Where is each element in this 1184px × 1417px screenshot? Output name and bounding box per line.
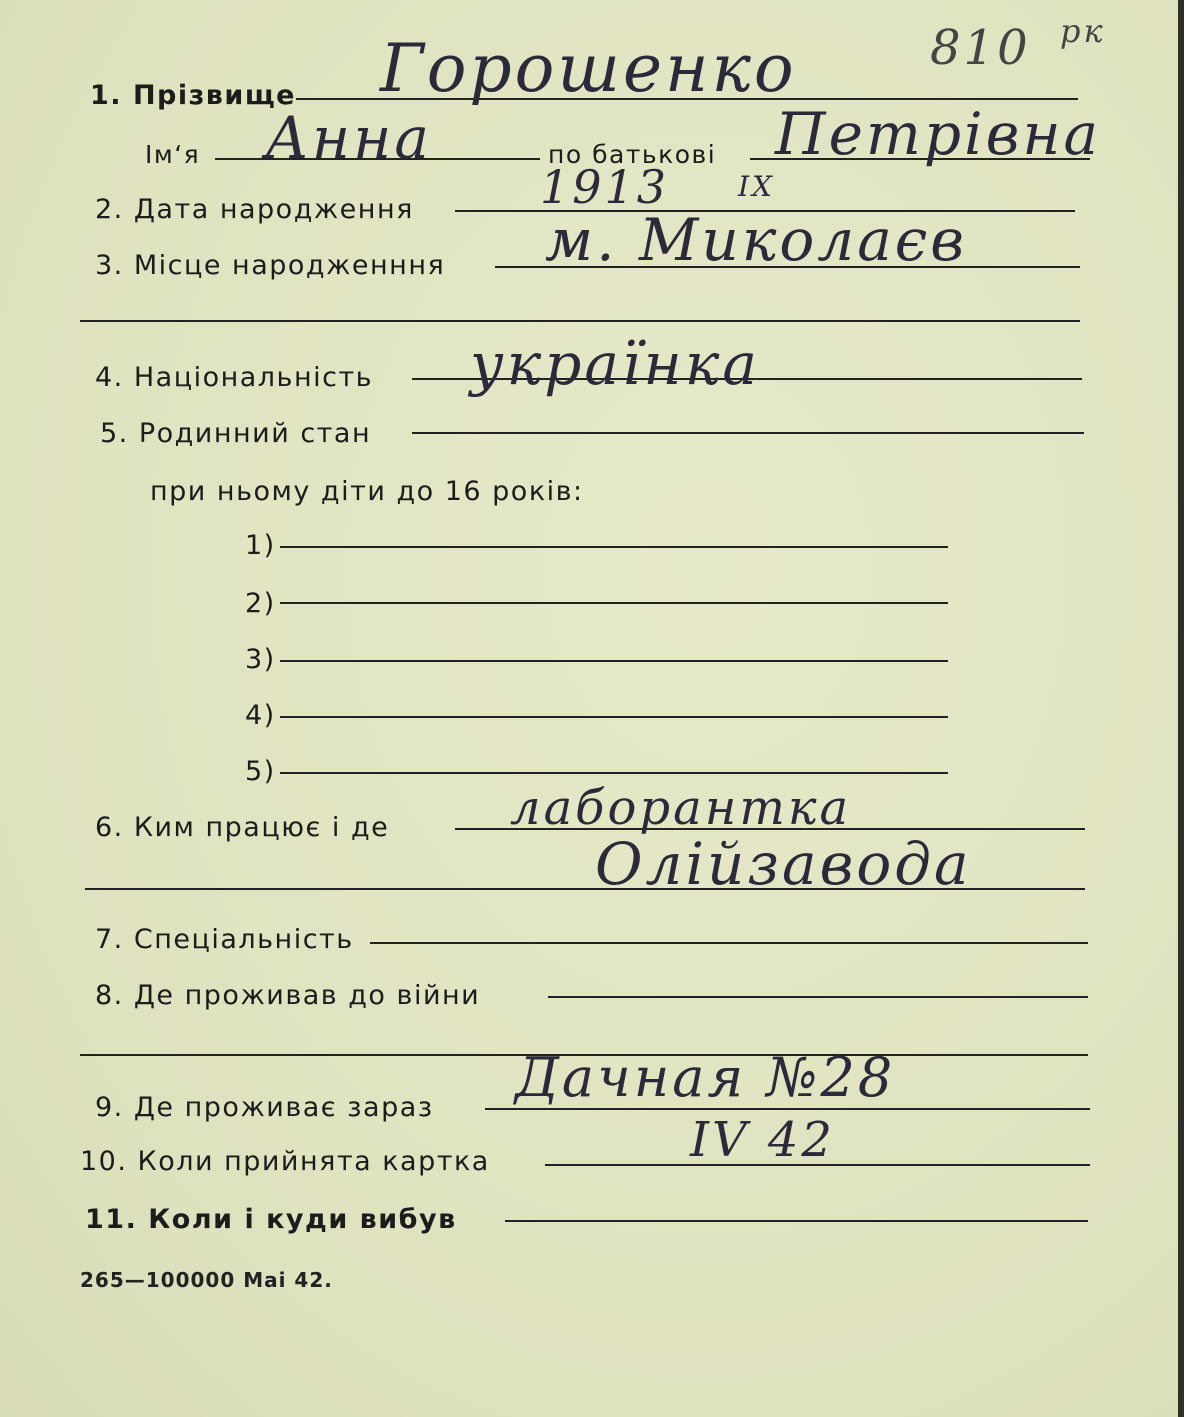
child-1-num: 1)	[245, 530, 276, 561]
marital-status-label: 5. Родинний стан	[100, 418, 372, 449]
occupation-label: 6. Ким працює і де	[95, 812, 390, 843]
occupation-value: лаборантка	[510, 780, 852, 836]
marital-status-line	[412, 432, 1084, 434]
child-4-num: 4)	[245, 700, 276, 731]
first-name-label: Ім‘я	[145, 140, 201, 169]
surname-label: 1. Прізвище	[90, 80, 296, 111]
first-name-value: Анна	[265, 104, 432, 172]
prewar-residence-label: 8. Де проживав до війни	[95, 980, 481, 1011]
birth-place-continuation-line	[80, 320, 1080, 322]
surname-value: Горошенко	[380, 30, 797, 107]
child-3-line	[280, 660, 948, 662]
child-5-num: 5)	[245, 756, 276, 787]
children-label: при ньому діти до 16 років:	[150, 476, 584, 507]
nationality-label: 4. Національність	[95, 362, 374, 393]
birth-date-value: 1913	[540, 160, 670, 214]
specialty-label: 7. Спеціальність	[95, 924, 354, 955]
birth-place-value: м. Миколаєв	[545, 206, 968, 274]
child-1-line	[280, 546, 948, 548]
child-2-num: 2)	[245, 588, 276, 619]
specialty-line	[370, 942, 1088, 944]
nationality-value: українка	[470, 330, 760, 398]
print-info: 265—100000 Mai 42.	[80, 1268, 333, 1292]
patronymic-label: по батькові	[548, 140, 717, 169]
child-2-line	[280, 602, 948, 604]
card-accepted-label: 10. Коли прийнята картка	[80, 1146, 490, 1177]
birth-date-suffix: IX	[738, 170, 775, 203]
card-accepted-value: IV 42	[690, 1112, 835, 1168]
departed-label: 11. Коли і куди вибув	[85, 1204, 457, 1235]
child-4-line	[280, 716, 948, 718]
patronymic-value: Петрівна	[775, 100, 1102, 168]
prewar-residence-line	[548, 996, 1088, 998]
current-residence-value: Дачная №28	[515, 1046, 896, 1109]
birth-place-label: 3. Місце народженння	[95, 250, 446, 281]
corner-suffix: рк	[1060, 12, 1106, 50]
child-3-num: 3)	[245, 644, 276, 675]
departed-line	[505, 1220, 1088, 1222]
corner-number: 810	[930, 20, 1031, 76]
birth-date-label: 2. Дата народження	[95, 194, 414, 225]
occupation-value-line2: Олійзавода	[595, 830, 972, 898]
current-residence-label: 9. Де проживає зараз	[95, 1092, 434, 1123]
child-5-line	[280, 772, 948, 774]
